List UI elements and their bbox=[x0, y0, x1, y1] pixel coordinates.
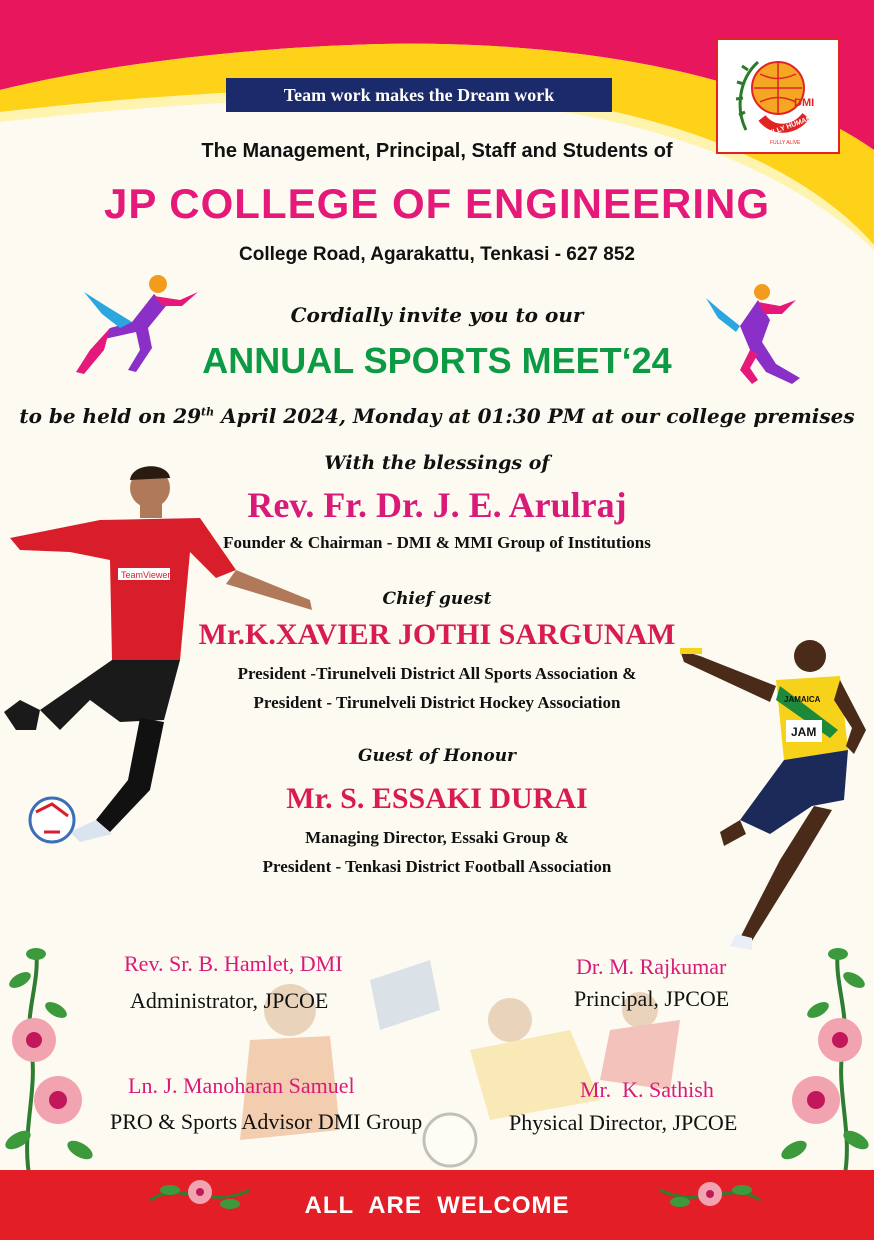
signatory-name: Ln. J. Manoharan Samuel bbox=[128, 1073, 355, 1098]
blessings-label: With the blessings of bbox=[324, 452, 550, 474]
signatory-role: Administrator, JPCOE bbox=[130, 988, 329, 1013]
signatory-role: Physical Director, JPCOE bbox=[509, 1110, 738, 1135]
svg-text:FULLY HUMAN: FULLY HUMAN bbox=[763, 115, 813, 139]
signatory-role: Principal, JPCOE bbox=[574, 986, 730, 1011]
flower-icon bbox=[12, 1018, 56, 1062]
college-name: JP COLLEGE OF ENGINEERING bbox=[104, 180, 770, 227]
college-logo bbox=[716, 38, 840, 154]
chief-guest-role: President - Tirunelveli District Hockey Association bbox=[253, 693, 621, 712]
svg-text:DMI: DMI bbox=[794, 97, 815, 109]
patron-name: Rev. Fr. Dr. J. E. Arulraj bbox=[247, 485, 627, 525]
date-prefix: to be held on 29 bbox=[19, 404, 202, 428]
college-address: College Road, Agarakattu, Tenkasi - 627 852 bbox=[239, 244, 635, 265]
chief-guest-role: President -Tirunelveli District All Sports Association & bbox=[237, 664, 637, 683]
svg-text:JAMAICA: JAMAICA bbox=[784, 695, 821, 704]
guest-of-honour-role: Managing Director, Essaki Group & bbox=[305, 828, 569, 847]
guest-of-honour-role: President - Tenkasi District Football Association bbox=[262, 857, 612, 876]
signatory-role: PRO & Sports Advisor DMI Group bbox=[110, 1109, 423, 1134]
flower-icon bbox=[792, 1076, 840, 1124]
event-date-line bbox=[0, 404, 874, 428]
sports-collage-background bbox=[170, 950, 690, 1170]
globe-logo-icon bbox=[718, 40, 838, 152]
svg-text:JAM: JAM bbox=[791, 725, 817, 739]
flower-icon bbox=[34, 1076, 82, 1124]
date-ordinal: th bbox=[201, 405, 215, 419]
invite-line: Cordially invite you to our bbox=[290, 303, 584, 327]
svg-text:TeamViewer: TeamViewer bbox=[121, 570, 171, 580]
guest-of-honour-name: Mr. S. ESSAKI DURAI bbox=[286, 782, 588, 815]
signatory-name: Dr. M. Rajkumar bbox=[576, 954, 727, 979]
management-intro: The Management, Principal, Staff and Students of bbox=[201, 140, 673, 162]
chief-guest-name: Mr.K.XAVIER JOTHI SARGUNAM bbox=[198, 618, 676, 651]
date-suffix: April 2024, Monday at 01:30 PM at our college premises bbox=[214, 404, 855, 428]
guest-of-honour-label: Guest of Honour bbox=[357, 746, 517, 766]
flower-icon bbox=[818, 1018, 862, 1062]
svg-text:FULLY ALIVE: FULLY ALIVE bbox=[770, 140, 801, 146]
chief-guest-label: Chief guest bbox=[382, 589, 492, 609]
event-title: ANNUAL SPORTS MEET‘24 bbox=[202, 340, 672, 381]
tagline-banner: Team work makes the Dream work bbox=[226, 78, 612, 112]
flower-decoration-right bbox=[774, 940, 874, 1180]
signatory-name: Mr. K. Sathish bbox=[580, 1077, 714, 1102]
patron-title: Founder & Chairman - DMI & MMI Group of Institutions bbox=[223, 533, 651, 552]
flower-decoration-left bbox=[0, 940, 110, 1180]
welcome-message: ALL ARE WELCOME bbox=[304, 1192, 570, 1219]
signatory-name: Rev. Sr. B. Hamlet, DMI bbox=[124, 951, 343, 976]
